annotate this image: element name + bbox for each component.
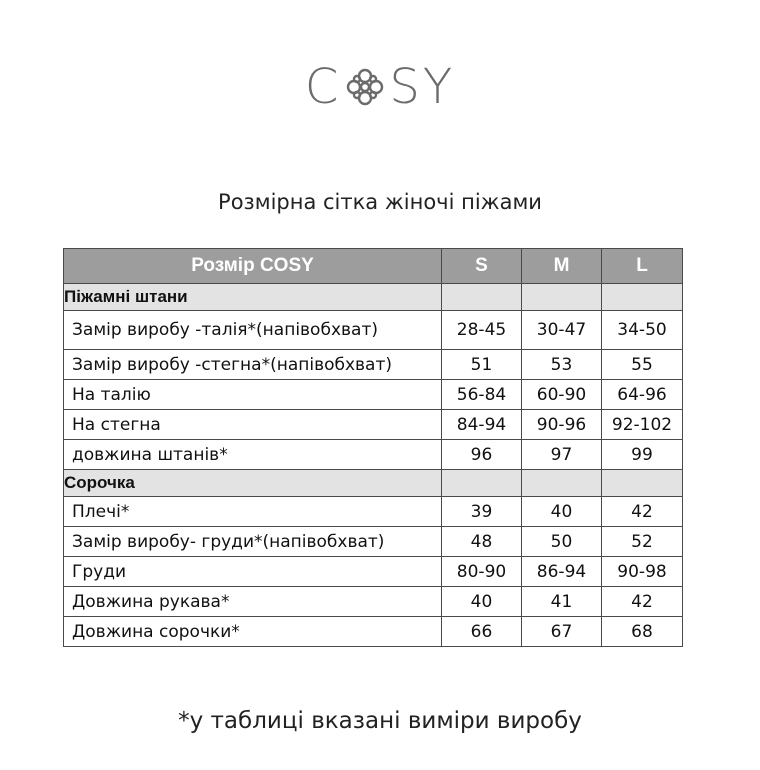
cell-l: 55 bbox=[602, 350, 683, 380]
cell-m: 97 bbox=[522, 440, 602, 470]
cell-m: 90-96 bbox=[522, 410, 602, 440]
cell-m: 50 bbox=[522, 527, 602, 557]
cell-m: 41 bbox=[522, 587, 602, 617]
page-title: Розмірна сітка жіночі піжами bbox=[218, 190, 542, 214]
header-size-l: L bbox=[602, 249, 683, 284]
table-row bbox=[64, 587, 683, 617]
table-row bbox=[64, 380, 683, 410]
row-label: На стегна bbox=[64, 410, 442, 440]
cell-l: 99 bbox=[602, 440, 683, 470]
header-size-s: S bbox=[442, 249, 522, 284]
cell-l: 68 bbox=[602, 617, 683, 647]
knot-icon bbox=[343, 65, 387, 109]
logo-letters-sy: SY bbox=[389, 59, 456, 115]
row-label: Довжина сорочки* bbox=[64, 617, 442, 647]
row-label: Груди bbox=[64, 557, 442, 587]
row-label: Плечі* bbox=[64, 497, 442, 527]
row-label: Довжина рукава* bbox=[64, 587, 442, 617]
cell-s: 56-84 bbox=[442, 380, 522, 410]
cell-m: 60-90 bbox=[522, 380, 602, 410]
cell-s: 84-94 bbox=[442, 410, 522, 440]
footnote: *у таблиці вказані виміри виробу bbox=[178, 708, 582, 734]
section-row-pants bbox=[64, 284, 683, 311]
table-row bbox=[64, 497, 683, 527]
cell-s: 66 bbox=[442, 617, 522, 647]
section-label: Піжамні штани bbox=[64, 284, 442, 311]
table-row bbox=[64, 557, 683, 587]
cell-s: 51 bbox=[442, 350, 522, 380]
section-row-shirt bbox=[64, 470, 683, 497]
cell-m: 86-94 bbox=[522, 557, 602, 587]
row-label: Замір виробу -талія*(напівобхват) bbox=[64, 311, 442, 350]
table-row bbox=[64, 311, 683, 350]
table-row bbox=[64, 440, 683, 470]
cell-m: 67 bbox=[522, 617, 602, 647]
table-row bbox=[64, 527, 683, 557]
cell-s: 48 bbox=[442, 527, 522, 557]
cosy-logo bbox=[0, 52, 760, 122]
cell-l: 52 bbox=[602, 527, 683, 557]
row-label: довжина штанів* bbox=[64, 440, 442, 470]
cell-l: 92-102 bbox=[602, 410, 683, 440]
cell-m: 53 bbox=[522, 350, 602, 380]
cell-m: 30-47 bbox=[522, 311, 602, 350]
cell-l: 90-98 bbox=[602, 557, 683, 587]
header-size-m: M bbox=[522, 249, 602, 284]
cell-l: 64-96 bbox=[602, 380, 683, 410]
row-label: Замір виробу -стегна*(напівобхват) bbox=[64, 350, 442, 380]
logo-letter-c: C bbox=[304, 59, 342, 115]
cell-s: 39 bbox=[442, 497, 522, 527]
table-row bbox=[64, 410, 683, 440]
row-label: На талію bbox=[64, 380, 442, 410]
table-row bbox=[64, 617, 683, 647]
cell-s: 96 bbox=[442, 440, 522, 470]
cell-l: 34-50 bbox=[602, 311, 683, 350]
table-row bbox=[64, 350, 683, 380]
cell-s: 28-45 bbox=[442, 311, 522, 350]
size-table bbox=[63, 248, 683, 647]
row-label: Замір виробу- груди*(напівобхват) bbox=[64, 527, 442, 557]
header-size-name: Розмір COSY bbox=[64, 249, 442, 284]
cell-l: 42 bbox=[602, 497, 683, 527]
cell-s: 80-90 bbox=[442, 557, 522, 587]
section-label: Сорочка bbox=[64, 470, 442, 497]
cell-m: 40 bbox=[522, 497, 602, 527]
cell-s: 40 bbox=[442, 587, 522, 617]
cell-l: 42 bbox=[602, 587, 683, 617]
table-header-row bbox=[64, 249, 683, 284]
